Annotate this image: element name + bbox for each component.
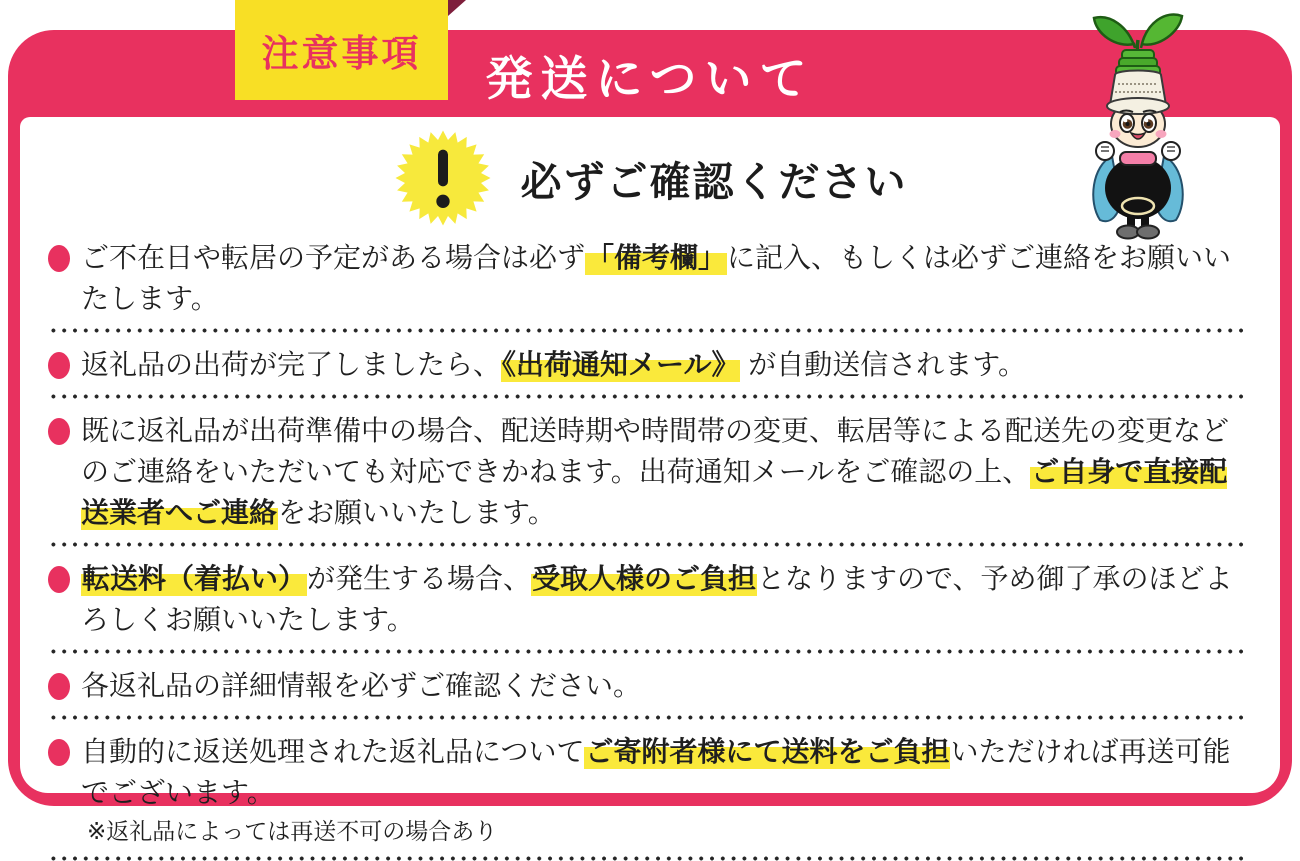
bullet-dot-icon <box>48 673 70 700</box>
page-title: 発送について <box>485 52 815 105</box>
bullet-dot-icon <box>48 566 70 593</box>
dotted-divider <box>48 328 1248 333</box>
dotted-divider <box>48 715 1248 720</box>
dotted-divider <box>48 856 1248 861</box>
bullet-dot-icon <box>48 245 70 272</box>
notice-item <box>46 344 1254 385</box>
notice-text: 転送料（着払い）が発生する場合、受取人様のご負担となりますので、予め御了承のほどよろしくお願いいたします。 <box>81 563 1233 635</box>
notice-text: 各返礼品の詳細情報を必ずご確認ください。 <box>81 670 642 701</box>
notice-footnote: ※返礼品によっては再送不可の場合あり <box>87 818 498 844</box>
notice-text: ご不在日や転居の予定がある場合は必ず「備考欄」に記入、もしくは必ずご連絡をお願いいたします。 <box>81 242 1232 314</box>
notice-item <box>46 731 1254 847</box>
notice-list <box>20 225 1280 861</box>
badge-fold-corner <box>448 0 466 16</box>
caution-badge: 注意事項 <box>235 0 448 100</box>
bullet-dot-icon <box>48 739 70 766</box>
notice-item <box>46 237 1254 319</box>
notice-text: 既に返礼品が出荷準備中の場合、配送時期や時間帯の変更、転居等による配送先の変更などのご連絡をいただいても対応できかねます。出荷通知メールをご確認の上、ご自身で直接配送業者へご連絡をお願いいたします。 <box>81 415 1230 528</box>
dotted-divider <box>48 394 1248 399</box>
notice-text: 返礼品の出荷が完了しましたら、《出荷通知メール》 が自動送信されます。 <box>81 349 1027 380</box>
exclamation-burst-icon <box>393 128 493 228</box>
sprout-pot-mascot <box>1078 4 1198 240</box>
notice-item <box>46 558 1254 640</box>
confirm-heading: 必ずご確認ください <box>520 158 908 205</box>
notice-item <box>46 665 1254 706</box>
notice-text: 自動的に返送処理された返礼品についてご寄附者様にて送料をご負担いただければ再送可能でございます。 ※返礼品によっては再送不可の場合あり <box>81 731 1254 847</box>
notice-item <box>46 410 1254 533</box>
bullet-dot-icon <box>48 418 70 445</box>
dotted-divider <box>48 649 1248 654</box>
bullet-dot-icon <box>48 352 70 379</box>
dotted-divider <box>48 542 1248 547</box>
